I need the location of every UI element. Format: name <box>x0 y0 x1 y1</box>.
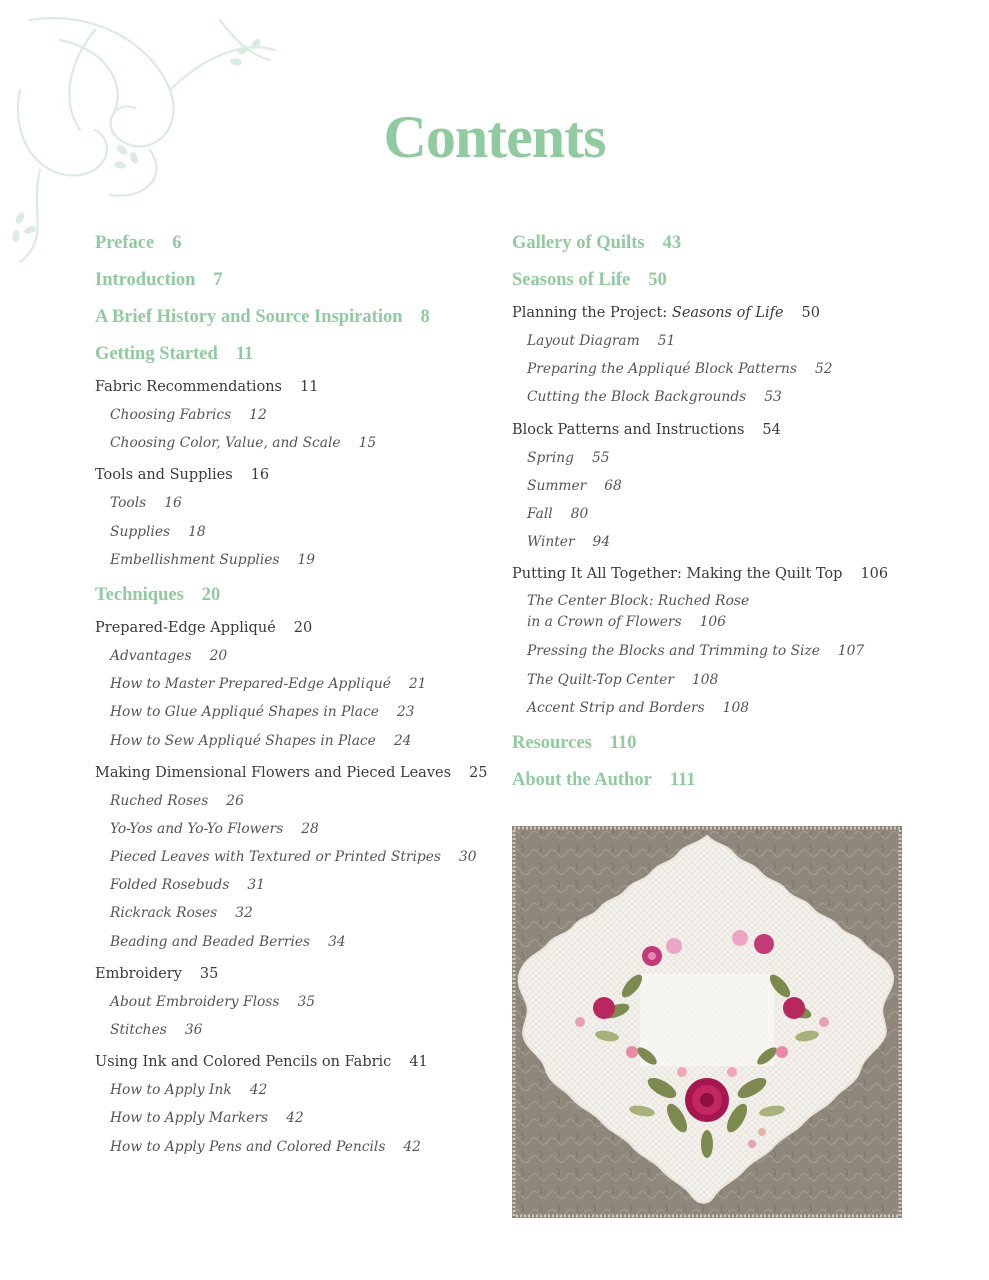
toc-section[interactable]: Block Patterns and Instructions 54 <box>512 421 781 438</box>
toc-section[interactable]: Putting It All Together: Making the Quilt Top 106 <box>512 566 889 583</box>
toc-subsection[interactable]: Advantages 20 <box>110 647 228 664</box>
toc-section[interactable]: Making Dimensional Flowers and Pieced Leaves 25 <box>95 764 488 781</box>
toc-subsection[interactable]: How to Apply Pens and Colored Pencils 42 <box>110 1138 421 1155</box>
toc-chapter[interactable]: Techniques 20 <box>95 584 221 605</box>
quilt-photo <box>512 826 902 1218</box>
toc-subsection[interactable]: Pressing the Blocks and Trimming to Size 107 <box>527 643 865 660</box>
toc-section[interactable]: Prepared-Edge Appliqué 20 <box>95 619 313 636</box>
toc-section[interactable]: Using Ink and Colored Pencils on Fabric 41 <box>95 1054 428 1071</box>
toc-chapter[interactable]: Introduction 7 <box>95 270 223 290</box>
toc-subsection[interactable]: Layout Diagram 51 <box>527 333 676 349</box>
toc-chapter[interactable]: Gallery of Quilts 43 <box>512 233 682 253</box>
toc-section[interactable]: Tools and Supplies 16 <box>95 467 270 484</box>
page-title: Contents <box>383 104 606 170</box>
toc-subsection[interactable]: Fall 80 <box>527 505 589 522</box>
toc-chapter[interactable]: Preface 6 <box>95 233 182 253</box>
toc-subsection[interactable]: Ruched Roses 26 <box>110 792 244 809</box>
toc-chapter[interactable]: Getting Started 11 <box>95 344 254 364</box>
toc-subsection[interactable]: Rickrack Roses 32 <box>110 905 253 922</box>
toc-chapter[interactable]: A Brief History and Source Inspiration 8 <box>95 307 430 327</box>
toc-right-column <box>512 228 912 802</box>
toc-subsection[interactable]: Folded Rosebuds 31 <box>110 877 265 894</box>
toc-subsection[interactable]: How to Glue Appliqué Shapes in Place 23 <box>110 704 415 721</box>
toc-subsection[interactable]: Winter 94 <box>527 534 611 551</box>
toc-subsection[interactable]: Supplies 18 <box>110 523 206 540</box>
toc-subsection[interactable]: Summer 68 <box>527 477 622 494</box>
toc-subsection[interactable]: Choosing Fabrics 12 <box>110 407 267 423</box>
toc-subsection[interactable]: Spring 55 <box>527 449 610 466</box>
toc-subsection[interactable]: Preparing the Appliqué Block Patterns 52 <box>527 361 833 378</box>
toc-subsection[interactable]: About Embroidery Floss 35 <box>110 993 316 1010</box>
toc-subsection[interactable]: Cutting the Block Backgrounds 53 <box>527 389 782 406</box>
toc-chapter[interactable]: About the Author 111 <box>512 769 696 790</box>
toc-subsection[interactable]: The Center Block: Ruched Rose in a Crown of Flowers 106 <box>527 593 750 631</box>
toc-subsection[interactable]: Beading and Beaded Berries 34 <box>110 933 346 950</box>
toc-subsection[interactable]: Accent Strip and Borders 108 <box>527 699 750 716</box>
toc-section[interactable]: Embroidery 35 <box>95 965 219 982</box>
toc-subsection[interactable]: Embellishment Supplies 19 <box>110 551 316 568</box>
toc-subsection[interactable]: How to Master Prepared-Edge Appliqué 21 <box>110 676 427 693</box>
toc-subsection[interactable]: How to Apply Markers 42 <box>110 1110 304 1127</box>
toc-left-column <box>95 228 495 1161</box>
toc-subsection[interactable]: Choosing Color, Value, and Scale 15 <box>110 435 377 452</box>
toc-subsection[interactable]: Pieced Leaves with Textured or Printed Stripes 30 <box>110 849 477 866</box>
toc-subsection[interactable]: Yo-Yos and Yo-Yo Flowers 28 <box>110 820 319 837</box>
toc-chapter[interactable]: Seasons of Life 50 <box>512 270 667 290</box>
toc-chapter[interactable]: Resources 110 <box>512 732 637 753</box>
toc-subsection[interactable]: The Quilt-Top Center 108 <box>527 671 719 688</box>
toc-subsection[interactable]: Stitches 36 <box>110 1022 203 1038</box>
toc-section[interactable]: Planning the Project: Seasons of Life 50 <box>512 305 820 321</box>
toc-section[interactable]: Fabric Recommendations 11 <box>95 379 319 395</box>
toc-subsection[interactable]: How to Apply Ink 42 <box>110 1082 268 1099</box>
toc-subsection[interactable]: Tools 16 <box>110 495 182 512</box>
toc-subsection[interactable]: How to Sew Appliqué Shapes in Place 24 <box>110 732 412 749</box>
